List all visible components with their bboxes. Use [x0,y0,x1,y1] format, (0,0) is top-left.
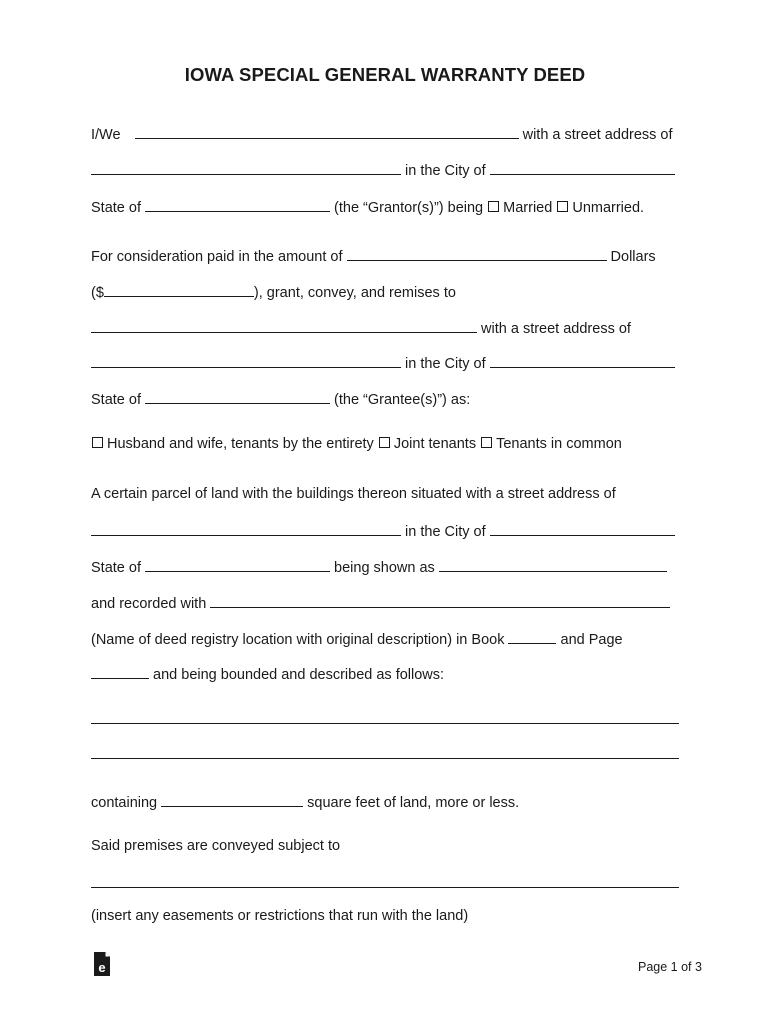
grant-text: ), grant, convey, and remises to [253,285,456,301]
parcel-line-4 [91,628,623,649]
consideration-amount-field[interactable] [104,281,254,297]
joint-tenants-label: Joint tenants [393,436,477,452]
recorded-with-label: and recorded with [91,596,207,612]
grantor-name-field[interactable] [135,123,519,139]
description-line-2[interactable] [91,758,679,759]
containing-line [91,791,519,812]
consideration-line-1 [91,245,656,266]
unmarried-checkbox[interactable] [557,201,568,212]
document-title: IOWA SPECIAL GENERAL WARRANTY DEED [184,64,586,85]
grantor-street-field[interactable] [91,159,401,175]
parcel-line-1 [91,520,675,541]
grantee-city-label: in the City of [405,356,486,372]
married-label: Married [503,200,553,216]
married-checkbox[interactable] [488,201,499,212]
parcel-state-field[interactable] [145,556,330,572]
grantee-state-label: State of [91,392,141,408]
grantor-line-3 [91,196,644,217]
husband-wife-checkbox[interactable] [92,437,103,448]
dollar-open: ($ [91,285,104,301]
easements-line[interactable] [91,887,679,888]
bounded-text: and being bounded and described as follows: [153,667,445,683]
parcel-line-3 [91,592,670,613]
consideration-words-field[interactable] [347,245,607,261]
recorded-with-field[interactable] [210,592,670,608]
parcel-state-label: State of [91,560,141,576]
grantor-line-1 [91,123,673,144]
svg-text:e: e [98,960,106,975]
grantee-line-3 [91,388,470,409]
book-field[interactable] [508,628,556,644]
shown-as-field[interactable] [439,556,667,572]
square-feet-field[interactable] [161,791,303,807]
husband-wife-label: Husband and wife, tenants by the entirety [107,436,374,452]
grantor-city-field[interactable] [490,159,675,175]
grantee-label: (the “Grantee(s)”) as: [334,392,471,408]
parcel-line-5 [91,663,444,684]
dollars-label: Dollars [610,249,656,265]
grantee-state-field[interactable] [145,388,330,404]
page-field[interactable] [91,663,149,679]
state-label: State of [91,200,141,216]
joint-tenants-checkbox[interactable] [379,437,390,448]
being-shown-label: being shown as [334,560,435,576]
grantee-line-1 [91,317,631,338]
parcel-city-label: in the City of [405,524,486,540]
parcel-street-field[interactable] [91,520,401,536]
unmarried-label: Unmarried. [572,200,645,216]
eforms-logo-icon [92,951,112,977]
grantee-street-field[interactable] [91,352,401,368]
registry-text: (Name of deed registry location with original description) in Book [91,632,505,648]
iwe-label: I/We [91,127,121,143]
grantee-street-label: with a street address of [481,321,631,337]
description-line-1[interactable] [91,723,679,724]
consideration-label: For consideration paid in the amount of [91,249,343,265]
grantee-name-field[interactable] [91,317,477,333]
and-page-label: and Page [560,632,623,648]
street-address-label: with a street address of [522,127,673,143]
easements-note: (insert any easements or restrictions that run with the land) [91,908,469,924]
parcel-intro: A certain parcel of land with the buildings thereon situated with a street address of [91,486,616,502]
containing-label: containing [91,795,158,811]
grantee-city-field[interactable] [490,352,675,368]
tenants-common-checkbox[interactable] [481,437,492,448]
subject-to-label: Said premises are conveyed subject to [91,838,341,854]
parcel-line-2 [91,556,667,577]
consideration-line-2 [91,281,456,302]
grantor-state-field[interactable] [145,196,330,212]
parcel-city-field[interactable] [490,520,675,536]
tenancy-line [91,435,622,453]
square-feet-label: square feet of land, more or less. [307,795,520,811]
tenants-common-label: Tenants in common [496,436,622,452]
page-number: Page 1 of 3 [638,960,702,974]
grantor-label: (the “Grantor(s)”) being [334,200,484,216]
city-label: in the City of [405,163,486,179]
grantor-line-2 [91,159,675,180]
grantee-line-2 [91,352,675,373]
